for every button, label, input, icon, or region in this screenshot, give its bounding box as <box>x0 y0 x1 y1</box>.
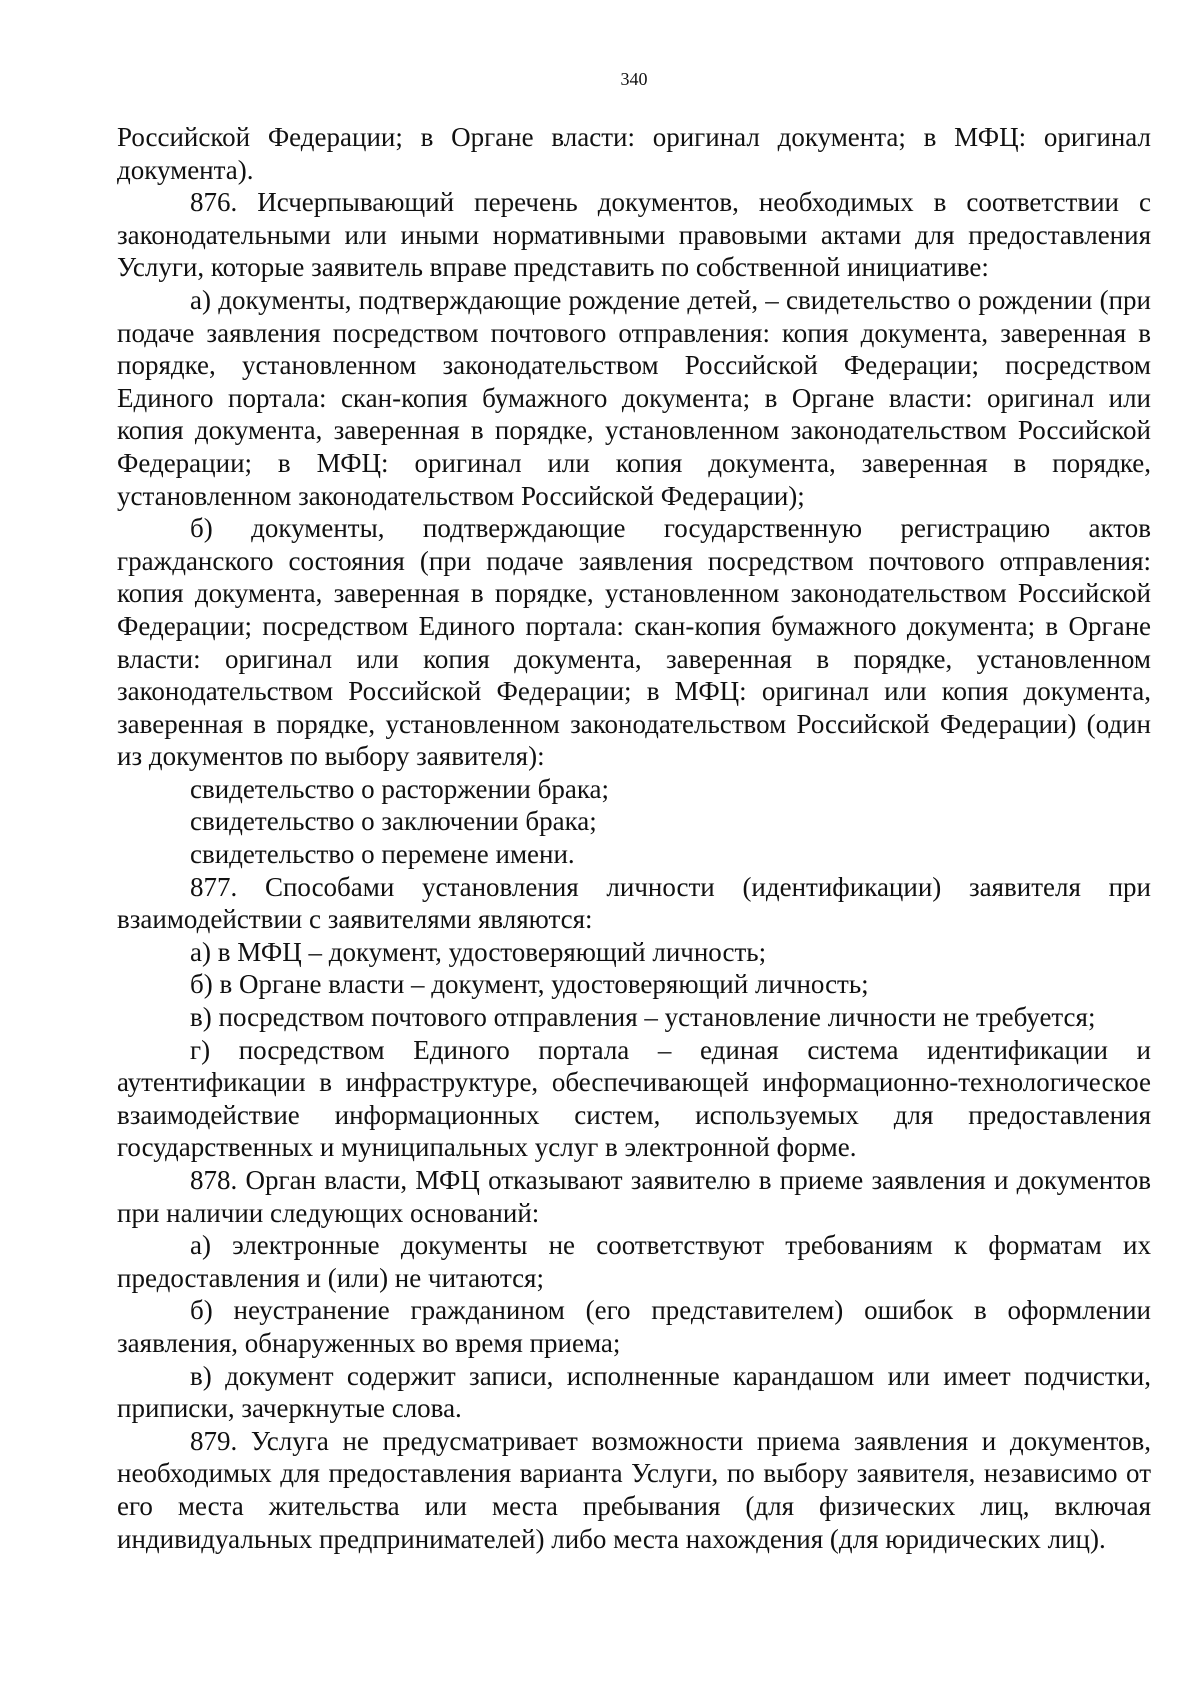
paragraph-877-v: в) посредством почтового отправления – установление личности не требуется; <box>190 1002 1096 1033</box>
paragraph-879: 879. Услуга не предусматривает возможности приема заявления и документов, необходимых для предоставления варианта Услуги, по выбору заявителя, независимо от его места жительства или места пребывания (для физических лиц, включая индивидуальных предпринимателей) либо места нахождения (для юридических лиц). <box>117 1425 1151 1554</box>
paragraph-878: 878. Орган власти, МФЦ отказывают заявителю в приеме заявления и документов при наличии следующих оснований: <box>117 1165 1151 1228</box>
paragraph-877-g: г) посредством Единого портала – единая система идентификации и аутентификации в инфраструктуре, обеспечивающей информационно-технологическое взаимодействие информационных систем, используемых для предоставления государственных и муниципальных услуг в электронной форме. <box>117 1034 1151 1163</box>
paragraph-876-b: б) документы, подтверждающие государственную регистрацию актов гражданского состояния (при подаче заявления посредством почтового отправления: копия документа, заверенная в порядке, установленном законодательством Российской Федерации; посредством Единого портала: скан-копия бумажного документа; в Органе власти: оригинал или копия документа, заверенная в порядке, установленном законодательством Российской Федерации; в МФЦ: оригинал или копия документа, заверенная в порядке, установленном законодательством Российской Федерации) (один из документов по выбору заявителя): <box>117 513 1151 772</box>
paragraph-876-a: а) документы, подтверждающие рождение детей, – свидетельство о рождении (при подаче заявления посредством почтового отправления: копия документа, заверенная в порядке, установленном законодательством Российской Федерации; посредством Единого портала: скан-копия бумажного документа; в Органе власти: оригинал или копия документа, заверенная в порядке, установленном законодательством Российской Федерации; в МФЦ: оригинал или копия документа, заверенная в порядке, установленном законодательством Российской Федерации); <box>117 284 1151 511</box>
paragraph-878-v: в) документ содержит записи, исполненные карандашом или имеет подчистки, приписки, зачеркнутые слова. <box>117 1360 1151 1424</box>
list-item-name-change-certificate: свидетельство о перемене имени. <box>190 839 575 870</box>
paragraph-878-b: б) неустранение гражданином (его представителем) ошибок в оформлении заявления, обнаруженных во время приема; <box>117 1295 1151 1358</box>
paragraph-877-b: б) в Органе власти – документ, удостоверяющий личность; <box>190 969 869 1000</box>
paragraph-876: 876. Исчерпывающий перечень документов, необходимых в соответствии с законодательными или иными нормативными правовыми актами для предоставления Услуги, которые заявитель вправе представить по собственной инициативе: <box>117 187 1151 283</box>
paragraph-continuation: Российской Федерации; в Органе власти: оригинал документа; в МФЦ: оригинал документа). <box>117 122 1151 185</box>
page-number: 340 <box>620 69 648 89</box>
list-item-divorce-certificate: свидетельство о расторжении брака; <box>190 773 610 804</box>
document-body <box>117 121 1151 1555</box>
list-item-marriage-certificate: свидетельство о заключении брака; <box>190 806 597 837</box>
paragraph-878-a: а) электронные документы не соответствуют требованиям к форматам их предоставления и (или) не читаются; <box>117 1230 1151 1293</box>
paragraph-877: 877. Способами установления личности (идентификации) заявителя при взаимодействии с заявителями являются: <box>117 871 1151 935</box>
paragraph-877-a: а) в МФЦ – документ, удостоверяющий личность; <box>190 936 767 967</box>
